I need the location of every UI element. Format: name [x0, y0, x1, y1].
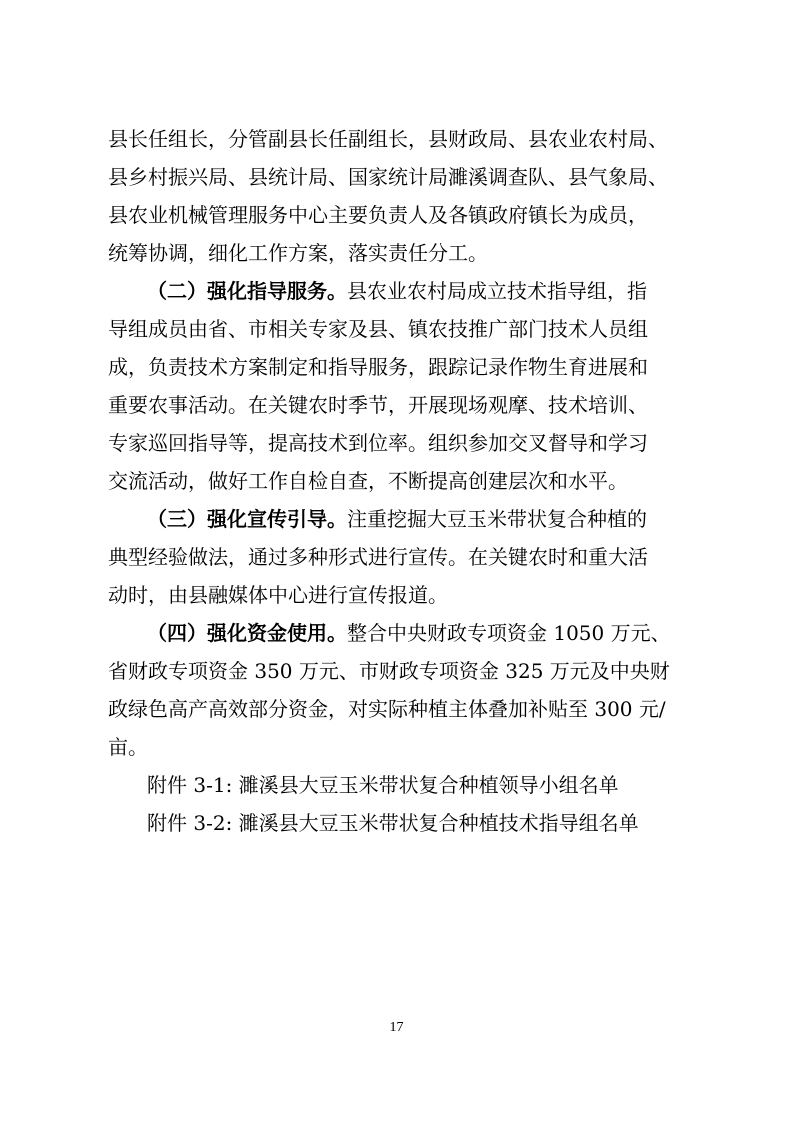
page-number: 17: [389, 1020, 404, 1035]
paragraph-first-line: [147, 500, 793, 538]
section-heading: （三）强化宣传引导。: [147, 507, 347, 531]
paragraph-text: 注重挖掘大豆玉米带状复合种植的: [347, 507, 647, 531]
paragraph-line: 县长任组长，分管副县长任副组长，县财政局、县农业农村局、: [108, 127, 668, 151]
paragraph-line: 动时，由县融媒体中心进行宣传报道。: [108, 583, 448, 607]
paragraph-line: 政绿色高产高效部分资金，对实际种植主体叠加补贴至 300 元/: [108, 697, 666, 721]
paragraph-line: 专家巡回指导等，提高技术到位率。组织参加交叉督导和学习: [108, 431, 648, 455]
paragraph-first-line: [147, 272, 793, 310]
paragraph-line: 交流活动，做好工作自检自查，不断提高创建层次和水平。: [108, 469, 628, 493]
section-heading: （四）强化资金使用。: [147, 621, 347, 645]
paragraph-line: 导组成员由省、市相关专家及县、镇农技推广部门技术人员组: [108, 317, 648, 341]
paragraph-line: 成，负责技术方案制定和指导服务，跟踪记录作物生育进展和: [108, 355, 648, 379]
paragraph-first-line: [147, 614, 793, 652]
section-heading: （二）强化指导服务。: [147, 279, 347, 303]
paragraph-line: 重要农事活动。在关键农时季节，开展现场观摩、技术培训、: [108, 393, 648, 417]
attachment-item: 附件 3-1: 濉溪县大豆玉米带状复合种植领导小组名单: [147, 773, 619, 797]
paragraph-line: 县乡村振兴局、县统计局、国家统计局濉溪调查队、县气象局、: [108, 165, 668, 189]
paragraph-line: 亩。: [108, 735, 148, 759]
paragraph-line: 典型经验做法，通过多种形式进行宣传。在关键农时和重大活: [108, 545, 648, 569]
paragraph-text: 县农业农村局成立技术指导组，指: [347, 279, 647, 303]
paragraph-line: 省财政专项资金 350 万元、市财政专项资金 325 万元及中央财: [108, 659, 670, 683]
paragraph-line: 统筹协调，细化工作方案，落实责任分工。: [108, 241, 488, 265]
paragraph-line: 县农业机械管理服务中心主要负责人及各镇政府镇长为成员，: [108, 203, 648, 227]
attachment-item: 附件 3-2: 濉溪县大豆玉米带状复合种植技术指导组名单: [147, 811, 639, 835]
paragraph-text: 整合中央财政专项资金 1050 万元、: [347, 621, 671, 645]
